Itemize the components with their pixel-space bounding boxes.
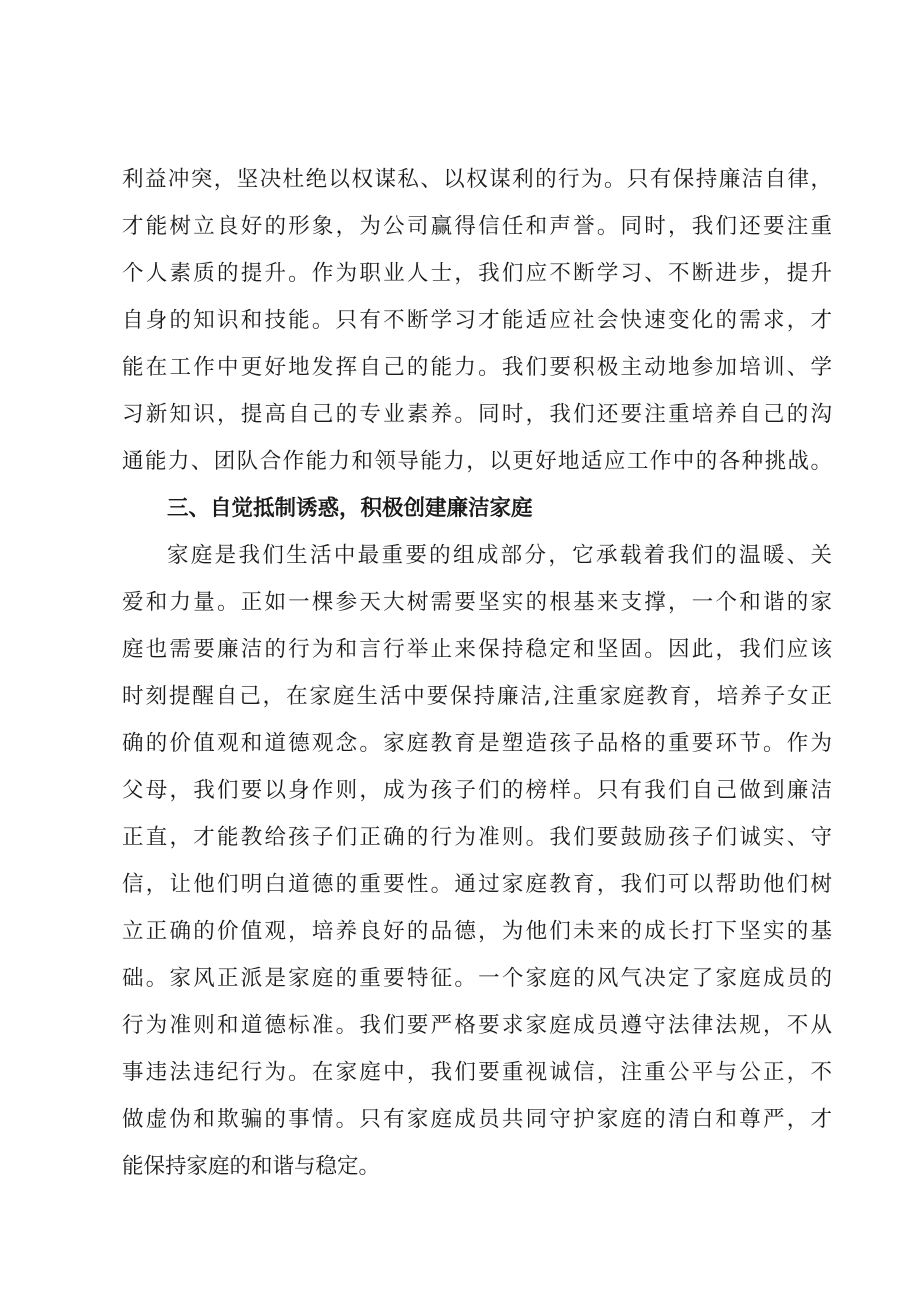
paragraph-2-line-8: 信，让他们明白道德的重要性。通过家庭教育，我们可以帮助他们树 bbox=[122, 872, 832, 897]
paragraph-2-line-4: 时刻提醒自己，在家庭生活中要保持廉洁,注重家庭教育，培养子女正 bbox=[122, 684, 832, 709]
paragraph-2-line-5: 确的价值观和道德观念。家庭教育是塑造孩子品格的重要环节。作为 bbox=[122, 731, 832, 756]
paragraph-2-line-12: 事违法违纪行为。在家庭中，我们要重视诚信，注重公平与公正，不 bbox=[122, 1060, 832, 1085]
paragraph-1-line-2: 才能树立良好的形象，为公司赢得信任和声誉。同时，我们还要注重 bbox=[122, 214, 832, 239]
paragraph-1-line-6: 习新知识，提高自己的专业素养。同时，我们还要注重培养自己的沟 bbox=[122, 402, 832, 427]
paragraph-2-line-1: 家庭是我们生活中最重要的组成部分，它承载着我们的温暖、关 bbox=[167, 543, 832, 568]
paragraph-2-line-3: 庭也需要廉洁的行为和言行举止来保持稳定和坚固。因此，我们应该 bbox=[122, 637, 832, 662]
paragraph-2-line-9: 立正确的价值观，培养良好的品德，为他们未来的成长打下坚实的基 bbox=[122, 919, 832, 944]
paragraph-1-line-5: 能在工作中更好地发挥自己的能力。我们要积极主动地参加培训、学 bbox=[122, 355, 832, 380]
paragraph-2-line-11: 行为准则和道德标准。我们要严格要求家庭成员遵守法律法规，不从 bbox=[122, 1013, 832, 1038]
paragraph-2-line-13: 做虚伪和欺骗的事情。只有家庭成员共同守护家庭的清白和尊严，才 bbox=[122, 1107, 832, 1132]
paragraph-2-line-7: 正直，才能教给孩子们正确的行为准则。我们要鼓励孩子们诚实、守 bbox=[122, 825, 832, 850]
paragraph-1-line-4: 自身的知识和技能。只有不断学习才能适应社会快速变化的需求，才 bbox=[122, 308, 832, 333]
paragraph-2-line-10: 础。家风正派是家庭的重要特征。一个家庭的风气决定了家庭成员的 bbox=[122, 966, 832, 991]
paragraph-1-line-7: 通能力、团队合作能力和领导能力，以更好地适应工作中的各种挑战。 bbox=[122, 449, 832, 474]
paragraph-2-line-6: 父母，我们要以身作则，成为孩子们的榜样。只有我们自己做到廉洁 bbox=[122, 778, 832, 803]
paragraph-1-line-1: 利益冲突，坚决杜绝以权谋私、以权谋利的行为。只有保持廉洁自律， bbox=[122, 167, 832, 192]
paragraph-2-line-14: 能保持家庭的和谐与稳定。 bbox=[122, 1154, 381, 1179]
section-heading: 三、自觉抵制诱惑，积极创建廉洁家庭 bbox=[167, 496, 533, 521]
paragraph-1-line-3: 个人素质的提升。作为职业人士，我们应不断学习、不断进步，提升 bbox=[122, 261, 832, 286]
paragraph-2-line-2: 爱和力量。正如一棵参天大树需要坚实的根基来支撑，一个和谐的家 bbox=[122, 590, 832, 615]
